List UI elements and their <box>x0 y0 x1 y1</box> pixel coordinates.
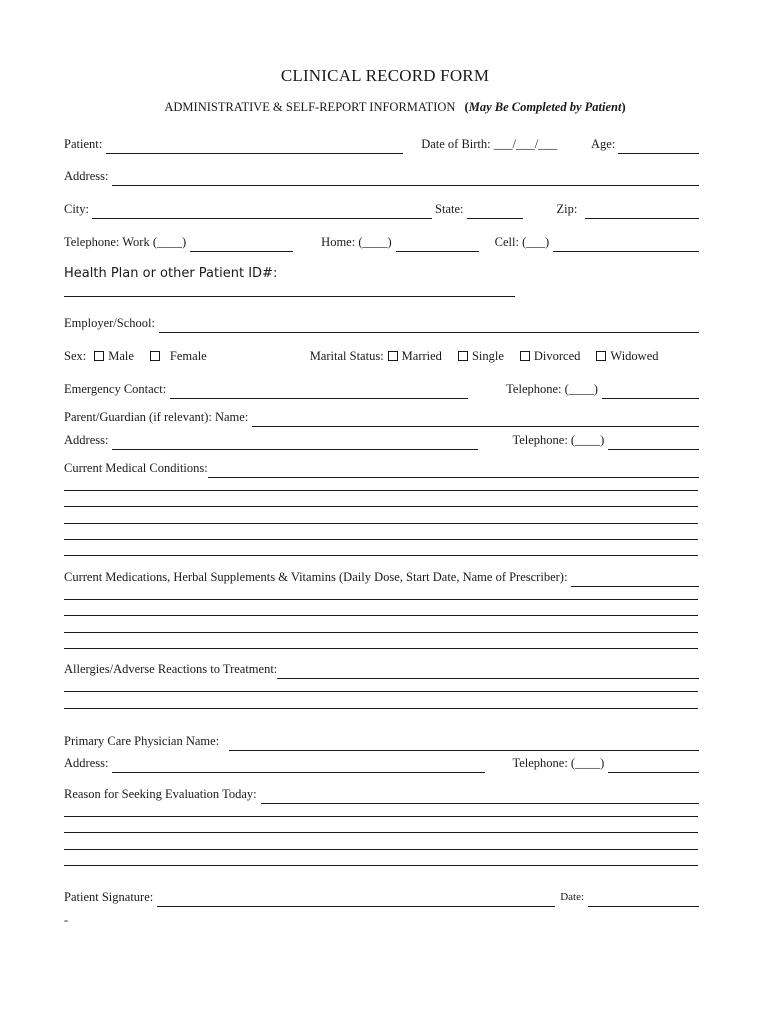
physician-address-label: Address: <box>64 756 109 770</box>
telephone-row <box>64 232 699 252</box>
reason-line[interactable] <box>64 849 698 850</box>
dob-label[interactable]: Date of Birth: ___/___/___ <box>421 137 557 151</box>
form-subtitle <box>0 100 770 115</box>
employer-field[interactable] <box>159 318 699 333</box>
city-field[interactable] <box>92 204 432 219</box>
telephone-work-label: Telephone: Work (____) <box>64 235 187 249</box>
zip-label: Zip: <box>556 202 578 216</box>
address-label: Address: <box>64 169 109 183</box>
physician-address-row <box>64 753 699 773</box>
health-plan-field[interactable] <box>64 296 515 297</box>
city-row <box>64 199 699 219</box>
medications-label: Current Medications, Herbal Supplements & Vitamins (Daily Dose, Start Date, Name of Prescriber): <box>64 570 568 584</box>
physician-telephone-field[interactable] <box>608 758 699 773</box>
widowed-checkbox[interactable] <box>596 351 606 361</box>
medications-line[interactable] <box>64 615 698 616</box>
cell-phone-label: Cell: (___) <box>494 235 550 249</box>
guardian-row <box>64 407 699 427</box>
emergency-contact-row <box>64 379 699 399</box>
emergency-contact-field[interactable] <box>170 384 468 399</box>
signature-label: Patient Signature: <box>64 890 154 904</box>
employer-row <box>64 313 699 333</box>
age-field[interactable] <box>618 139 699 154</box>
emergency-telephone-field[interactable] <box>602 384 699 399</box>
medications-line[interactable] <box>64 599 698 600</box>
marital-option-widowed[interactable]: Widowed <box>596 346 658 366</box>
marital-option-single[interactable]: Single <box>458 346 504 366</box>
physician-address-field[interactable] <box>112 758 485 773</box>
patient-row <box>64 134 699 154</box>
sex-option-female[interactable]: Female <box>150 346 207 366</box>
medical-conditions-line[interactable] <box>64 539 698 540</box>
signature-row <box>64 887 699 907</box>
medical-conditions-line[interactable] <box>64 523 698 524</box>
physician-name-field[interactable] <box>229 736 699 751</box>
reason-row <box>64 784 699 804</box>
footer-row <box>64 910 699 930</box>
medications-row <box>64 567 699 587</box>
physician-telephone-label: Telephone: (____) <box>512 756 605 770</box>
date-field[interactable] <box>588 892 699 907</box>
state-label: State: <box>435 202 464 216</box>
male-checkbox[interactable] <box>94 351 104 361</box>
medications-field[interactable] <box>571 572 699 587</box>
allergies-label: Allergies/Adverse Reactions to Treatment: <box>64 662 278 676</box>
single-checkbox[interactable] <box>458 351 468 361</box>
divorced-checkbox[interactable] <box>520 351 530 361</box>
reason-line[interactable] <box>64 832 698 833</box>
allergies-line[interactable] <box>64 691 698 692</box>
health-plan-label: Health Plan or other Patient ID#: <box>64 266 278 281</box>
emergency-telephone-label: Telephone: (____) <box>506 382 598 396</box>
cell-phone-field[interactable] <box>553 237 699 252</box>
subtitle-text: ADMINISTRATIVE & SELF-REPORT INFORMATION <box>164 100 456 114</box>
medical-conditions-line[interactable] <box>64 555 698 556</box>
age-label: Age: <box>590 137 616 151</box>
state-field[interactable] <box>467 204 523 219</box>
reason-line[interactable] <box>64 816 698 817</box>
medical-conditions-field[interactable] <box>208 463 699 478</box>
female-checkbox[interactable] <box>150 351 160 361</box>
patient-name-field[interactable] <box>106 139 403 154</box>
city-label: City: <box>64 202 90 216</box>
allergies-field[interactable] <box>277 664 699 679</box>
married-checkbox[interactable] <box>388 351 398 361</box>
emergency-contact-label: Emergency Contact: <box>64 382 167 396</box>
date-label: Date: <box>560 891 585 903</box>
medications-line[interactable] <box>64 648 698 649</box>
employer-label: Employer/School: <box>64 316 155 330</box>
marital-status-label: Marital Status: <box>309 349 384 363</box>
physician-row <box>64 731 699 751</box>
guardian-telephone-label: Telephone: (____) <box>512 433 605 447</box>
sex-marital-row <box>64 346 699 366</box>
reason-label: Reason for Seeking Evaluation Today: <box>64 787 257 801</box>
medical-conditions-label: Current Medical Conditions: <box>64 461 208 475</box>
zip-field[interactable] <box>585 204 699 219</box>
guardian-name-field[interactable] <box>252 412 699 427</box>
guardian-address-row <box>64 430 699 450</box>
home-phone-label: Home: (____) <box>321 235 392 249</box>
medical-conditions-line[interactable] <box>64 490 698 491</box>
sex-option-male[interactable]: Male <box>94 346 134 366</box>
signature-field[interactable] <box>157 892 555 907</box>
footer-mark: - <box>64 913 69 927</box>
address-field[interactable] <box>112 171 699 186</box>
reason-line[interactable] <box>64 865 698 866</box>
guardian-address-label: Address: <box>64 433 109 447</box>
marital-option-married[interactable]: Married <box>388 346 442 366</box>
address-row <box>64 166 699 186</box>
guardian-telephone-field[interactable] <box>608 435 699 450</box>
subtitle-note: (May Be Completed by Patient) <box>464 100 626 114</box>
marital-option-divorced[interactable]: Divorced <box>520 346 581 366</box>
physician-label: Primary Care Physician Name: <box>64 734 220 748</box>
reason-field[interactable] <box>261 789 699 804</box>
home-phone-field[interactable] <box>396 237 479 252</box>
medical-conditions-row <box>64 458 699 478</box>
patient-label: Patient: <box>64 137 103 151</box>
sex-label: Sex: <box>64 349 87 363</box>
allergies-line[interactable] <box>64 708 698 709</box>
allergies-row <box>64 659 699 679</box>
medications-line[interactable] <box>64 632 698 633</box>
health-plan-row <box>64 264 699 284</box>
medical-conditions-line[interactable] <box>64 506 698 507</box>
form-title: CLINICAL RECORD FORM <box>280 66 490 85</box>
telephone-work-field[interactable] <box>190 237 293 252</box>
guardian-label: Parent/Guardian (if relevant): Name: <box>64 410 249 424</box>
guardian-address-field[interactable] <box>112 435 478 450</box>
